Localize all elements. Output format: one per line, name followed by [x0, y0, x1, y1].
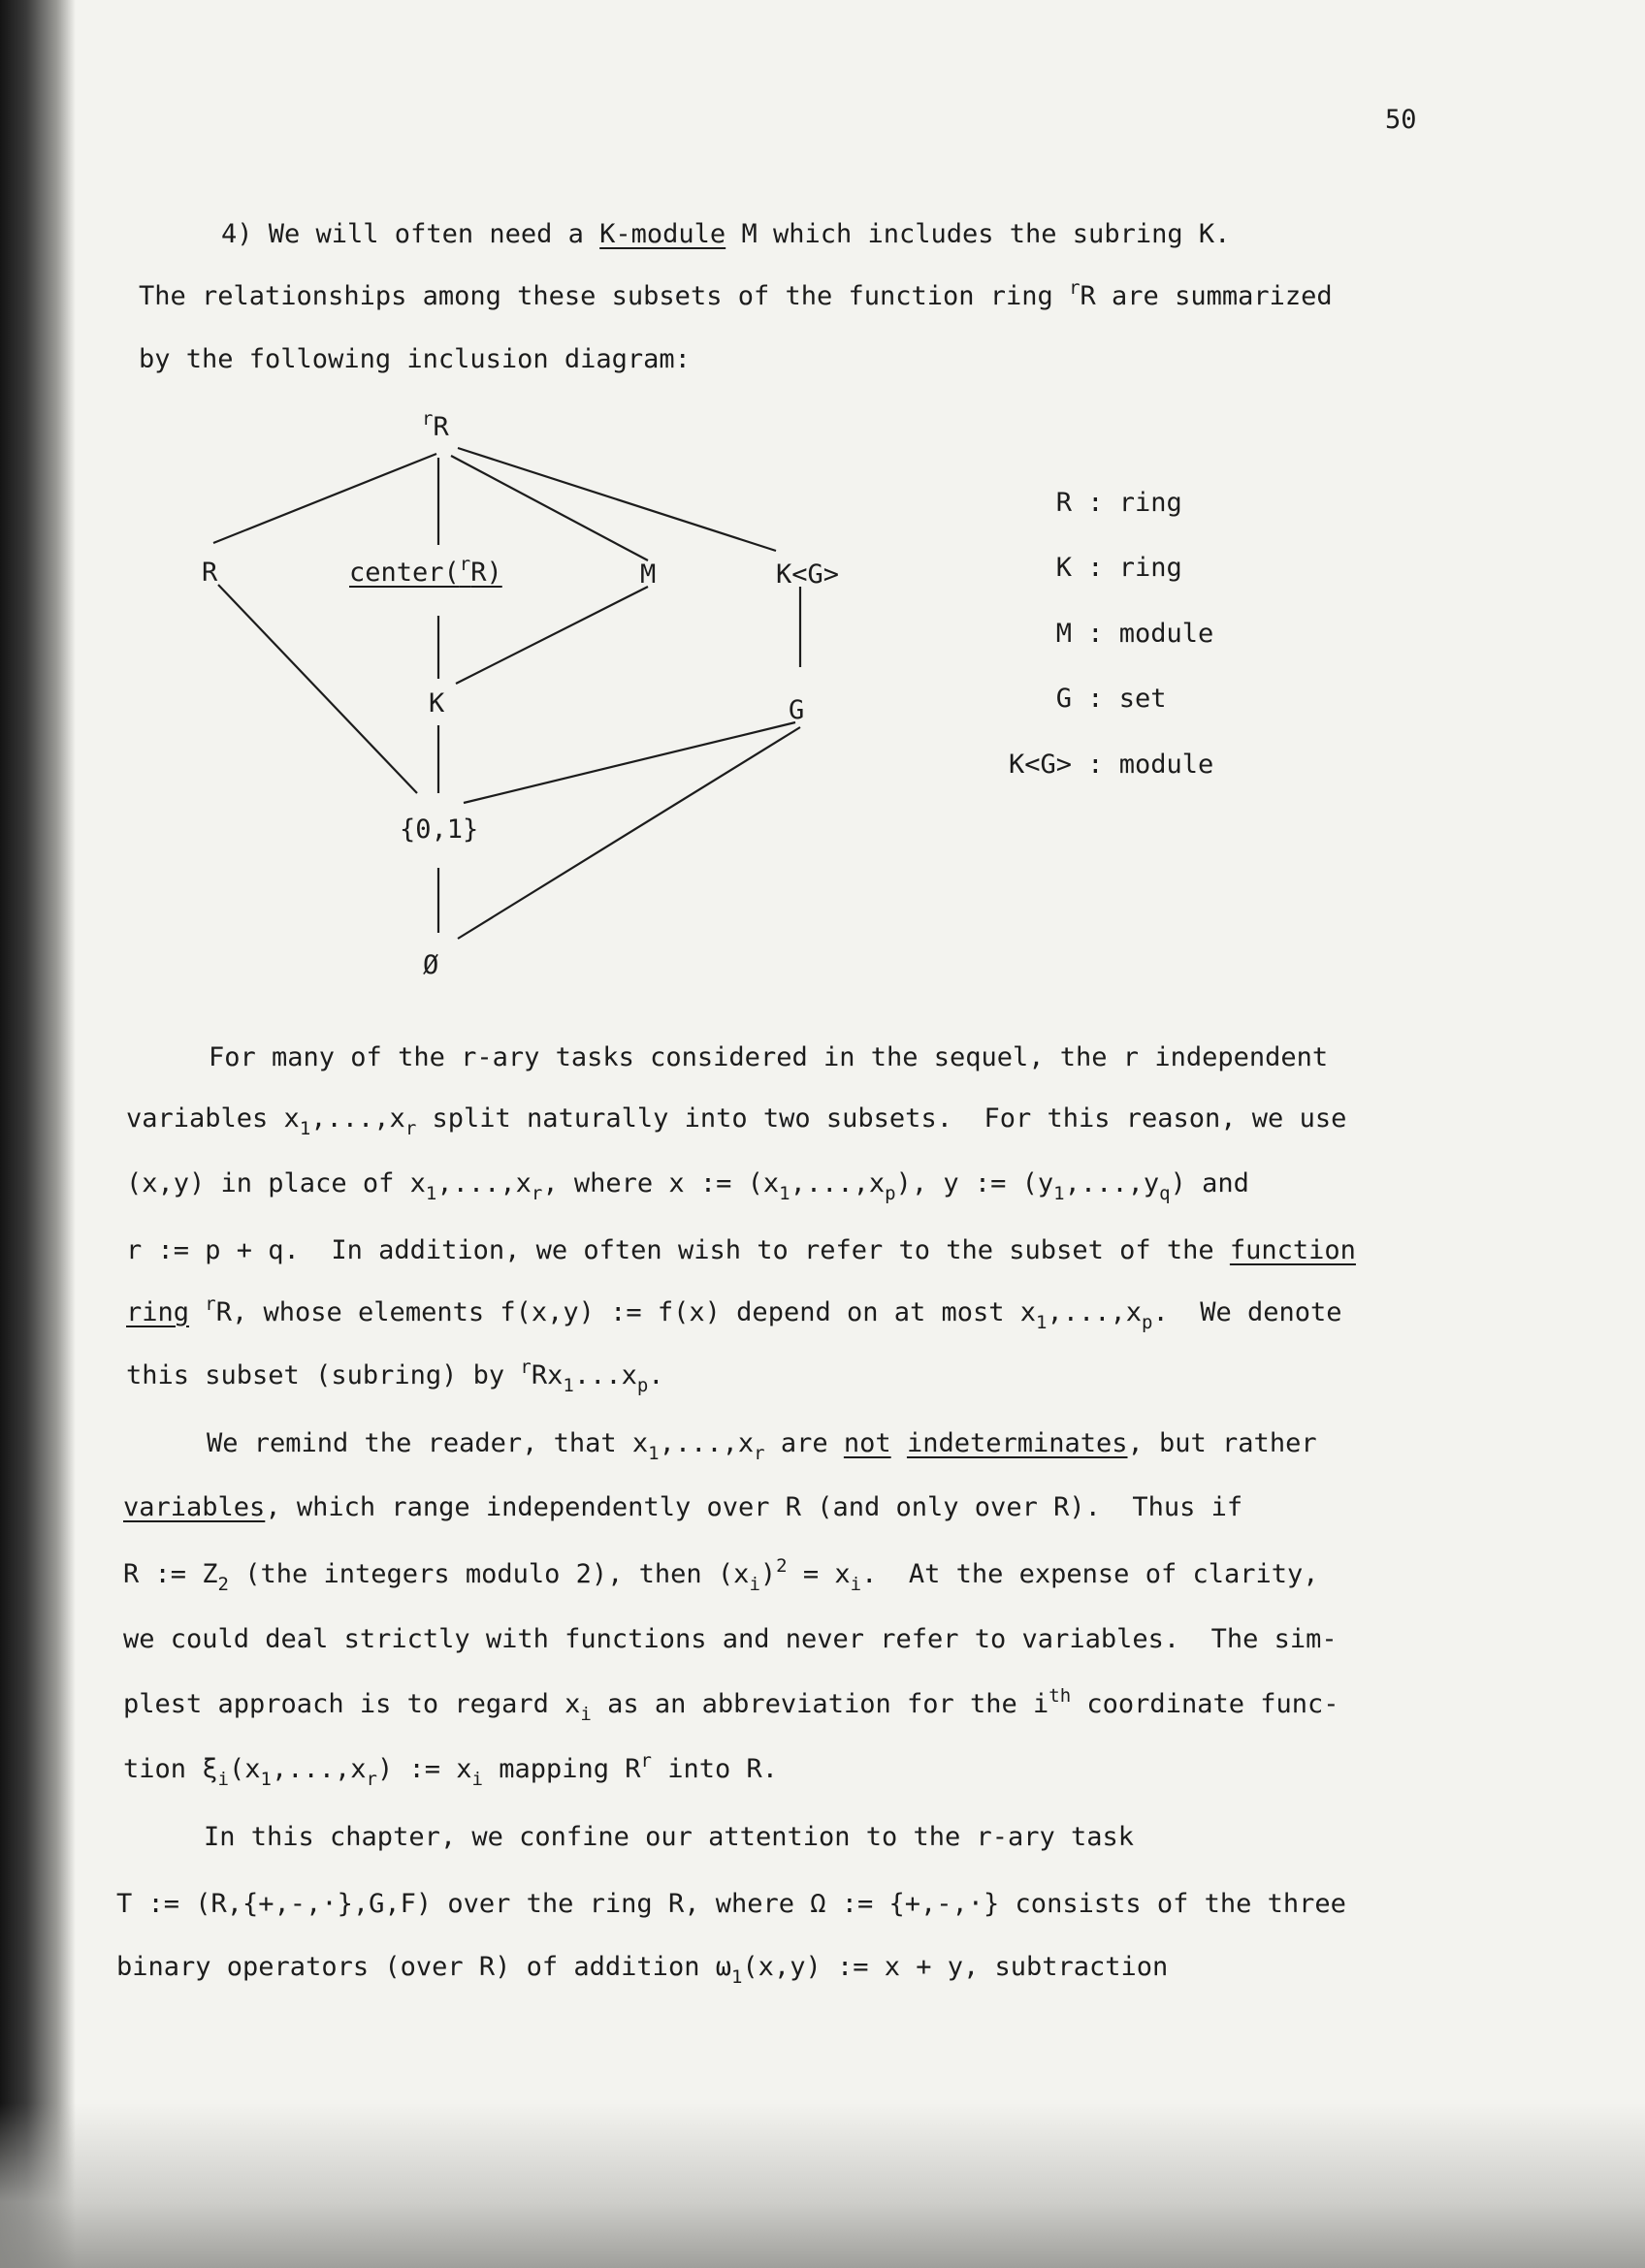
- legend-row: K : ring: [1055, 553, 1182, 583]
- intro-line-3: by the following inclusion diagram:: [139, 344, 691, 374]
- node-r: R: [202, 558, 218, 588]
- legend-row: G : set: [1055, 684, 1167, 714]
- edge-top-kg: [458, 448, 776, 551]
- p1-line-4: r := p + q. In addition, we often wish to refer to the subset of the function: [126, 1235, 1356, 1265]
- p1-line-6: this subset (subring) by $^rRx_1...x_p$.: [126, 1357, 664, 1396]
- node-empty-set: Ø: [423, 950, 439, 980]
- p2-line-2: variables, which range independently over R (and only over R). Thus if: [123, 1492, 1243, 1522]
- edge-g-01: [464, 722, 795, 803]
- edge-g-empty: [458, 727, 800, 939]
- node-kg: K<G>: [776, 559, 840, 590]
- page-number: 50: [1385, 105, 1417, 135]
- edge-top-m: [451, 456, 648, 560]
- edge-r-01: [218, 585, 417, 793]
- legend-row: R : ring: [1055, 488, 1182, 518]
- p1-line-1: For many of the r-ary tasks considered in the sequel, the r independent: [209, 1042, 1329, 1072]
- node-m: M: [640, 559, 657, 590]
- edge-top-r: [213, 454, 436, 543]
- node-k: K: [429, 688, 445, 719]
- p2-line-1: We remind the reader, that $x_1,...,x_r$ are not indeterminates, but rather: [207, 1428, 1317, 1464]
- p2-line-3: R := $Z_2$ (the integers modulo 2), then $(x_i)^2 = x_i$. At the expense of clarity,: [123, 1555, 1319, 1595]
- edge-m-k: [456, 587, 648, 684]
- p3-line-2: T := (R,{+,-,·},G,F) over the ring R, where Ω := {+,-,·} consists of the three: [116, 1889, 1346, 1919]
- legend-row: M : module: [1055, 619, 1214, 649]
- binding-shadow: [0, 0, 76, 2268]
- p1-line-5: ring $^r$R, whose elements f(x,y) := f(x) depend on at most $x_1,...,x_p$. We denote: [126, 1294, 1342, 1333]
- p3-line-1: In this chapter, we confine our attention to the r-ary task: [204, 1822, 1135, 1852]
- node-center: center($^r$R): [349, 554, 502, 588]
- scan-shade: [0, 2103, 1645, 2268]
- p1-line-2: variables $x_1,...,x_r$ split naturally into two subsets. For this reason, we use: [126, 1103, 1347, 1139]
- edge-r-empty: [213, 585, 436, 936]
- node-function-ring: $^r$R: [422, 408, 449, 442]
- p3-line-3: binary operators (over R) of addition $\omega_1(x,y)$ := x + y, subtraction: [116, 1952, 1169, 1988]
- legend-row: K<G> : module: [1008, 750, 1214, 780]
- p1-line-3: (x,y) in place of $x_1,...,x_r$, where x := $(x_1,...,x_p)$, y := $(y_1,...,y_q)$ and: [126, 1168, 1249, 1204]
- inclusion-diagram: [175, 407, 912, 1008]
- node-g: G: [789, 695, 805, 725]
- p2-line-6: tion $\xi_i(x_1,...,x_r)$ := $x_i$ mapping $R^r$ into R.: [123, 1750, 779, 1790]
- node-zero-one: {0,1}: [400, 815, 479, 845]
- intro-line-2: The relationships among these subsets of the function ring $^r$R are summarized: [139, 277, 1333, 311]
- intro-line-1: 4) We will often need a K-module M which includes the subring K.: [221, 219, 1231, 249]
- p2-line-5: plest approach is to regard $x_i$ as an abbreviation for the $i^{th}$ coordinate func-: [123, 1685, 1339, 1725]
- p2-line-4: we could deal strictly with functions and never refer to variables. The sim-: [123, 1624, 1338, 1654]
